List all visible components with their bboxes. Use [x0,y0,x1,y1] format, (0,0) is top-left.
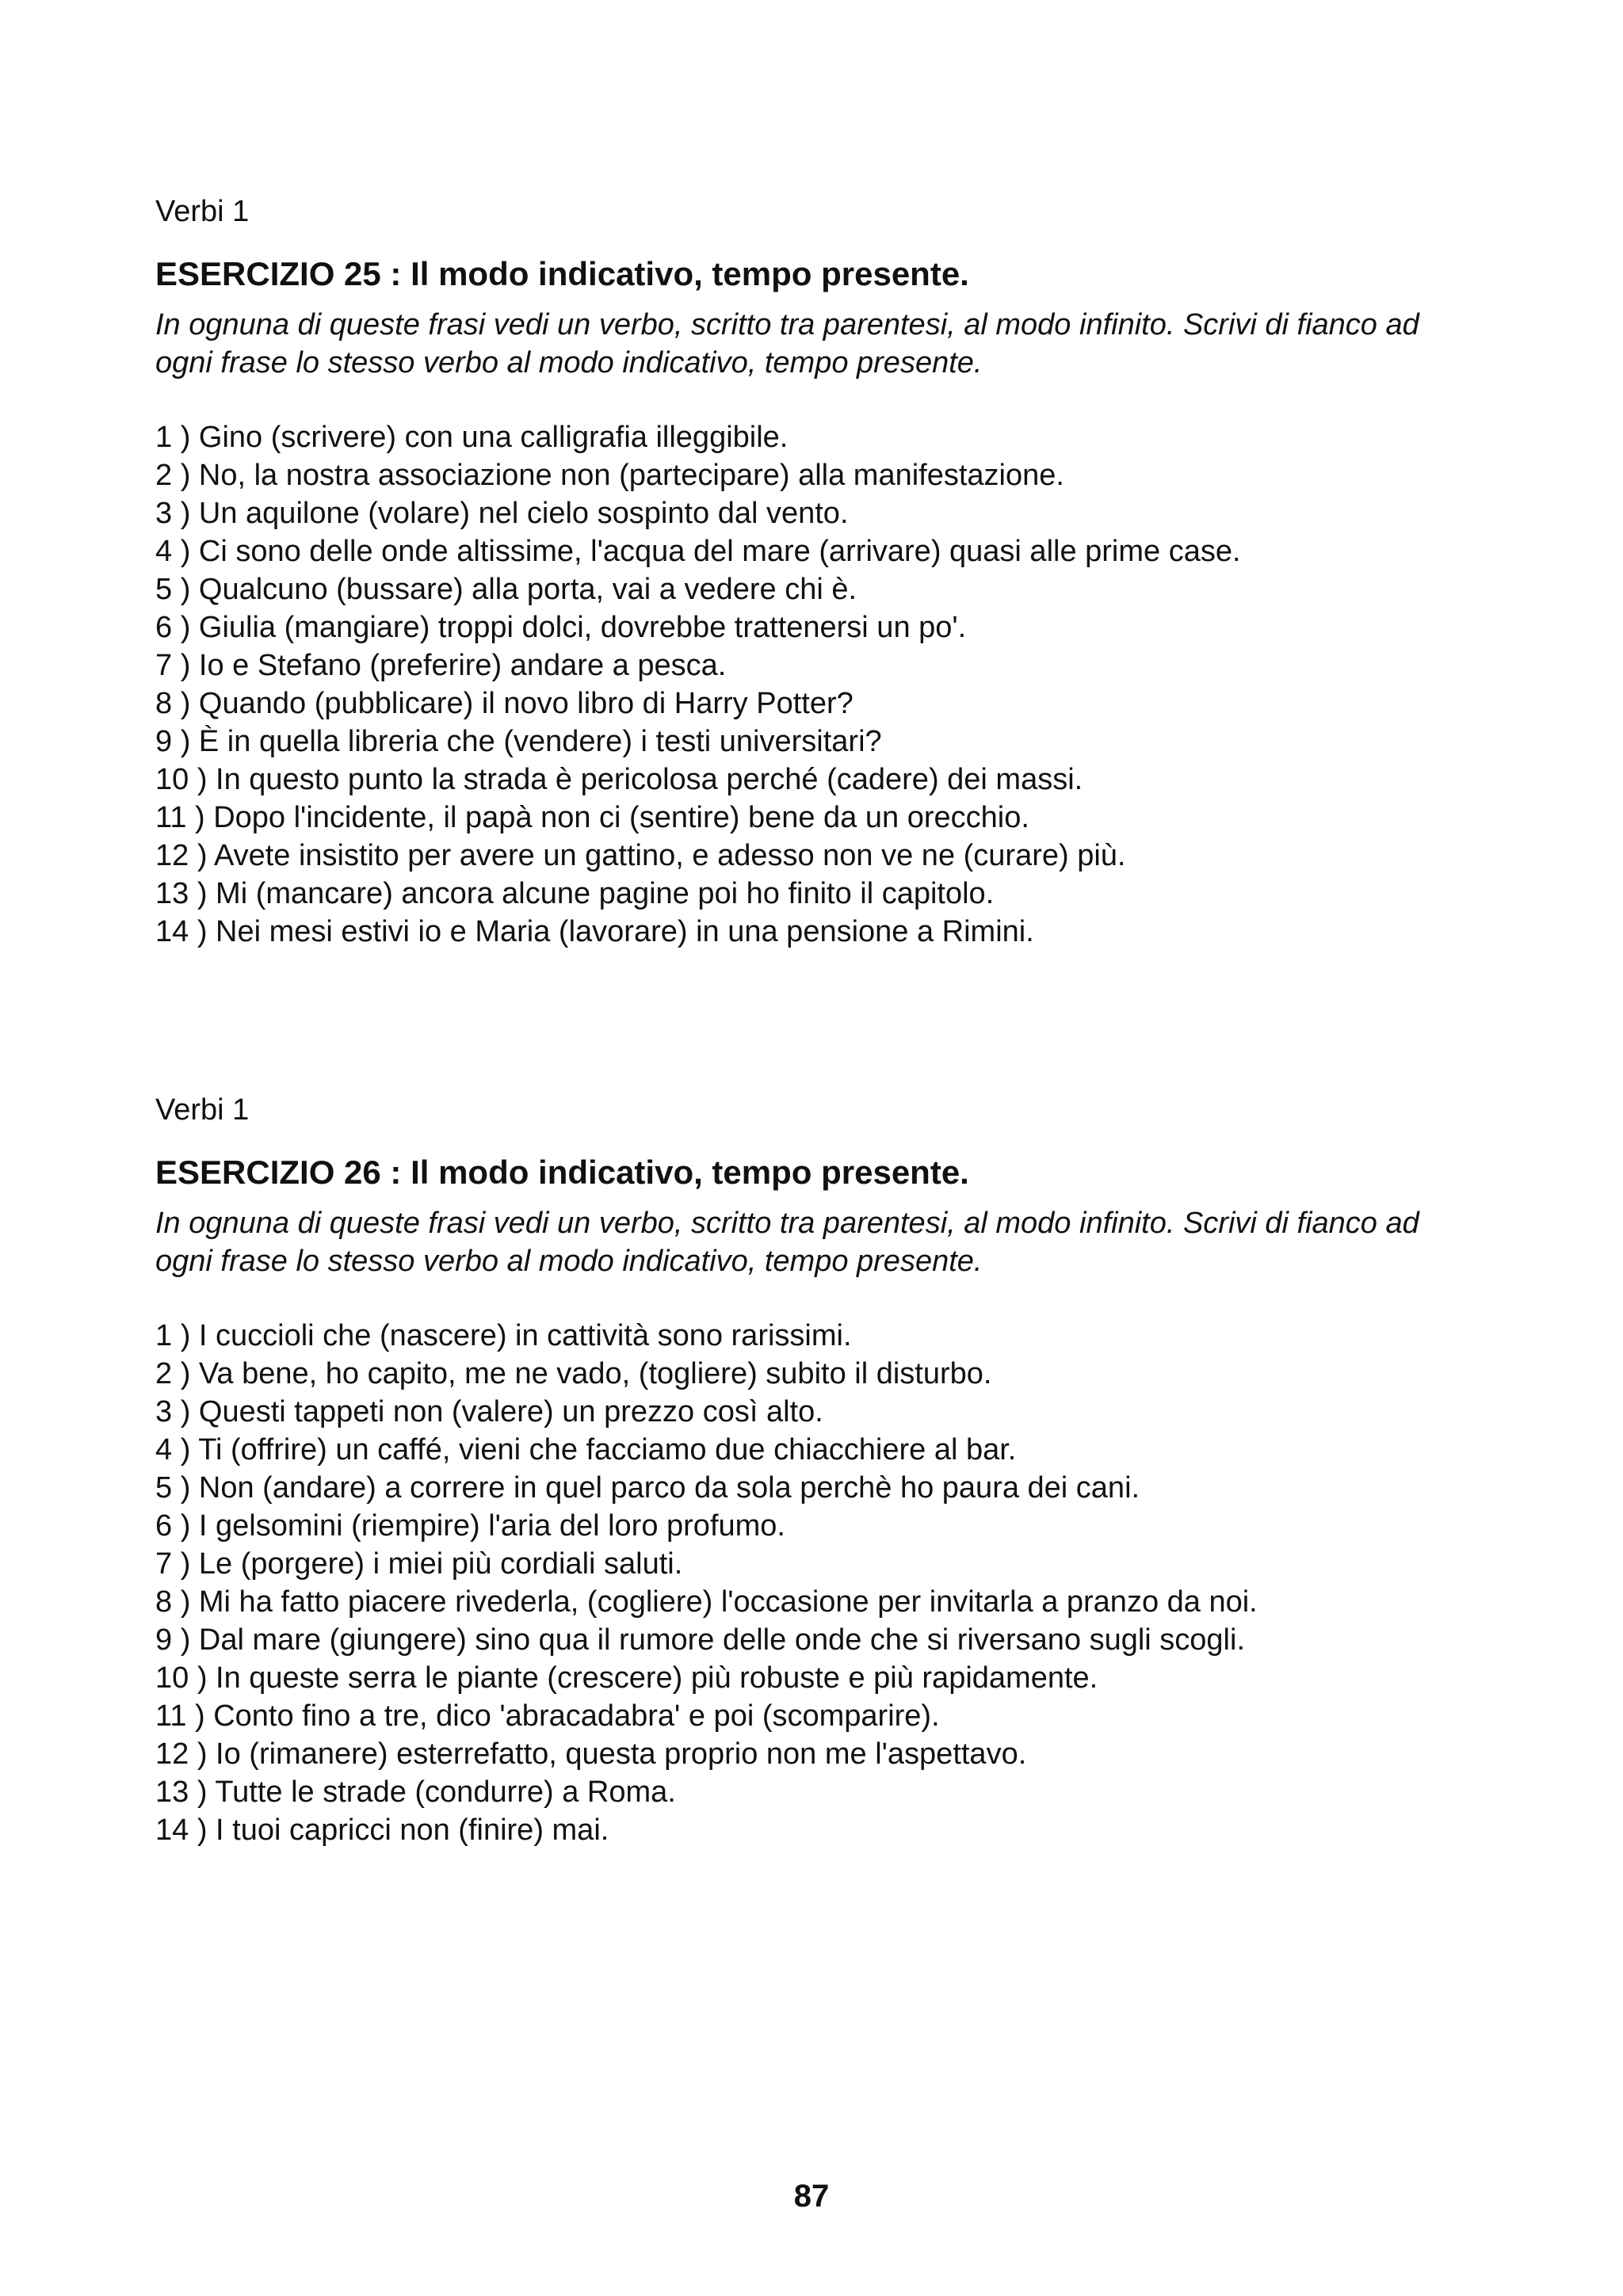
exercise-item: 5 ) Qualcuno (bussare) alla porta, vai a vedere chi è. [155,573,857,606]
category-label: Verbi 1 [155,195,250,228]
exercise-item: 13 ) Tutte le strade (condurre) a Roma. [155,1775,676,1809]
exercise-item: 2 ) Va bene, ho capito, me ne vado, (togliere) subito il disturbo. [155,1357,992,1390]
exercise-item: 10 ) In questo punto la strada è pericolosa perché (cadere) dei massi. [155,763,1083,796]
exercise-instructions: In ognuna di queste frasi vedi un verbo, scritto tra parentesi, al modo infinito. Scrivi di fianco ad ogni frase lo stesso verbo al modo indicativo, tempo presente. [155,308,1419,379]
exercise-item: 10 ) In queste serra le piante (crescere) più robuste e più rapidamente. [155,1661,1098,1695]
exercise-item: 7 ) Le (porgere) i miei più cordiali saluti. [155,1547,683,1581]
exercise-item: 3 ) Questi tappeti non (valere) un prezzo così alto. [155,1395,823,1428]
exercise-items-list [155,418,1503,951]
exercise-item: 9 ) È in quella libreria che (vendere) i testi universitari? [155,725,882,758]
page-number: 87 [793,2179,830,2214]
exercise-item: 12 ) Avete insistito per avere un gattino, e adesso non ve ne (curare) più. [155,839,1126,872]
exercise-item: 7 ) Io e Stefano (preferire) andare a pesca. [155,649,727,682]
exercise-item: 4 ) Ci sono delle onde altissime, l'acqua del mare (arrivare) quasi alle prime case. [155,535,1241,568]
exercise-item: 4 ) Ti (offrire) un caffé, vieni che facciamo due chiacchiere al bar. [155,1433,1017,1466]
exercise-item: 3 ) Un aquilone (volare) nel cielo sospinto dal vento. [155,497,849,530]
exercise-26-section [155,1092,1503,1849]
exercise-item: 6 ) I gelsomini (riempire) l'aria del loro profumo. [155,1509,785,1543]
exercise-item: 14 ) I tuoi capricci non (finire) mai. [155,1814,609,1847]
exercise-item: 8 ) Quando (pubblicare) il novo libro di Harry Potter? [155,687,854,720]
exercise-item: 9 ) Dal mare (giungere) sino qua il rumore delle onde che si riversano sugli scogli. [155,1623,1245,1657]
exercise-item: 1 ) I cuccioli che (nascere) in cattività sono rarissimi. [155,1319,852,1352]
exercise-title: ESERCIZIO 26 : Il modo indicativo, tempo presente. [155,1154,969,1191]
exercise-item: 1 ) Gino (scrivere) con una calligrafia illeggibile. [155,421,789,454]
exercise-item: 14 ) Nei mesi estivi io e Maria (lavorare) in una pensione a Rimini. [155,915,1034,948]
exercise-25-section [155,193,1503,951]
exercise-item: 2 ) No, la nostra associazione non (partecipare) alla manifestazione. [155,459,1064,492]
exercise-item: 13 ) Mi (mancare) ancora alcune pagine poi ho finito il capitolo. [155,877,995,910]
category-label: Verbi 1 [155,1093,250,1127]
exercise-title: ESERCIZIO 25 : Il modo indicativo, tempo presente. [155,255,969,292]
exercise-items-list [155,1317,1503,1849]
exercise-instructions: In ognuna di queste frasi vedi un verbo, scritto tra parentesi, al modo infinito. Scrivi di fianco ad ogni frase lo stesso verbo al modo indicativo, tempo presente. [155,1207,1419,1278]
exercise-item: 5 ) Non (andare) a correre in quel parco da sola perchè ho paura dei cani. [155,1471,1140,1505]
exercise-item: 12 ) Io (rimanere) esterrefatto, questa proprio non me l'aspettavo. [155,1737,1027,1771]
exercise-item: 8 ) Mi ha fatto piacere rivederla, (cogliere) l'occasione per invitarla a pranzo da noi. [155,1585,1258,1619]
exercise-item: 6 ) Giulia (mangiare) troppi dolci, dovrebbe trattenersi un po'. [155,611,967,644]
exercise-item: 11 ) Dopo l'incidente, il papà non ci (sentire) bene da un orecchio. [155,801,1029,834]
exercise-item: 11 ) Conto fino a tre, dico 'abracadabra' e poi (scomparire). [155,1699,940,1733]
